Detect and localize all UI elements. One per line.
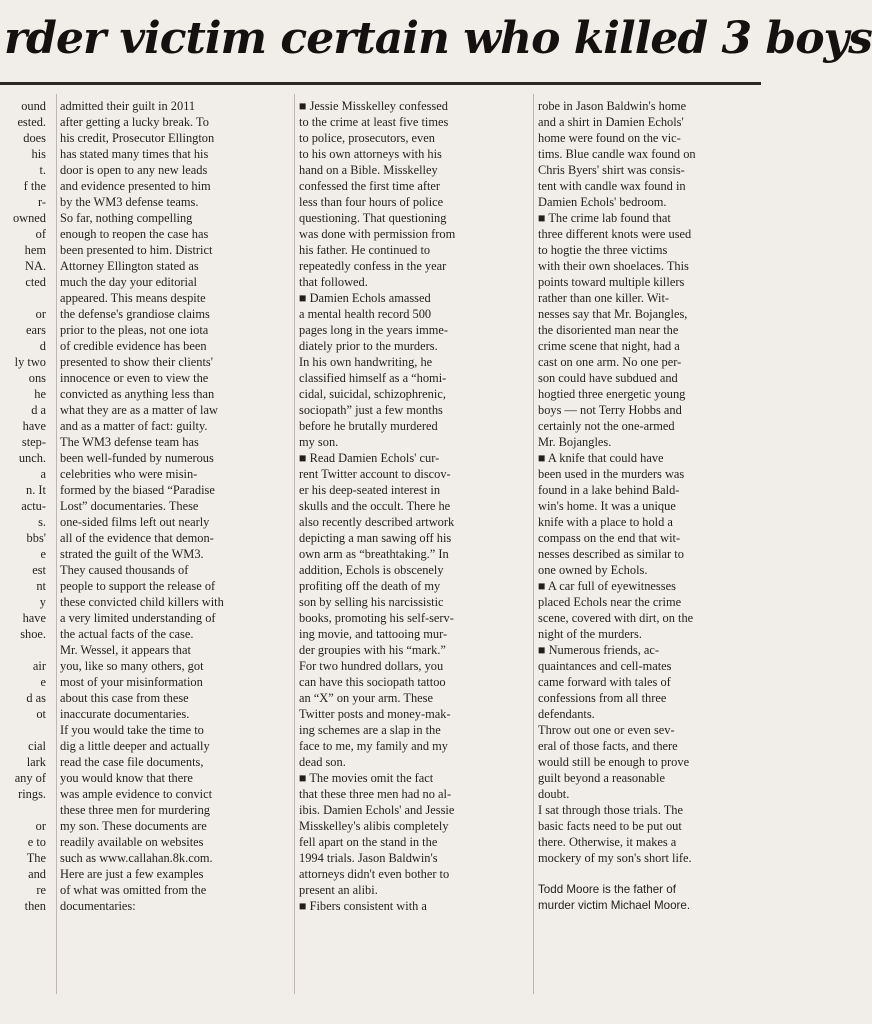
text-line: For two hundred dollars, you [299,659,444,673]
text-line: or [35,307,46,321]
text-line: the disoriented man near the [538,323,679,337]
text-line: have [22,611,46,625]
text-line: Damien Echols' bedroom. [538,195,667,209]
text-line: face to me, my family and my [299,739,448,753]
text-line: repeatedly confess in the year [299,259,447,273]
text-line: defendants. [538,707,595,721]
text-line: classified himself as a “homi- [299,371,447,385]
text-line: murder victim Michael Moore. [538,899,691,912]
text-line: rings. [18,787,46,801]
text-line: ■ Read Damien Echols' cur- [299,451,440,465]
text-line: actu- [21,499,46,513]
text-line: before he brutally murdered [299,419,438,433]
text-line: of [35,227,46,241]
text-line: skulls and the occult. There he [299,499,451,513]
text-line: cial [28,739,46,753]
text-line: was done with permission from [299,227,456,241]
text-line: d [39,339,46,353]
text-line: crime scene that night, had a [538,339,680,353]
text-line: have [22,419,46,433]
text-line: confessed the first time after [299,179,441,193]
text-line: son could have subdued and [538,371,678,385]
text-line: people to support the release of [60,579,216,593]
text-line: you, like so many others, got [60,659,204,673]
text-line: three different knots were used [538,227,692,241]
text-line: der groupies with his “mark.” [299,643,446,657]
text-line: win's home. It was a unique [538,499,676,513]
text-line: and as a matter of fact: guilty. [60,419,208,433]
text-line: these convicted child killers with [60,595,224,609]
text-line: So far, nothing compelling [60,211,193,225]
text-line: he [34,387,46,401]
text-line: also recently described artwork [299,515,455,529]
text-line: e to [27,835,46,849]
text-line: there. Otherwise, it makes a [538,835,677,849]
text-line: cast on one arm. No one per- [538,355,682,369]
text-line: eral of those facts, and there [538,739,678,753]
text-line: shoe. [20,627,46,641]
text-line: an “X” on your arm. These [299,691,433,705]
text-line: scene, covered with dirt, on the [538,611,694,625]
text-line: does [23,131,46,145]
text-line: f the [23,179,46,193]
text-line: basic facts need to be put out [538,819,682,833]
text-line: profiting off the death of my [299,579,441,593]
text-line: such as www.callahan.8k.com. [60,851,213,865]
text-line: dead son. [299,755,346,769]
text-line: presented to show their clients' [60,355,213,369]
text-line: ound [21,99,46,113]
text-line: admitted their guilt in 2011 [60,99,196,113]
text-line: that followed. [299,275,368,289]
text-line: celebrities who were misin- [60,467,198,481]
text-line: ears [26,323,46,337]
text-line: re [36,883,46,897]
text-line: readily available on websites [60,835,204,849]
text-line: s. [38,515,46,529]
text-line: depicting a man sawing off his [299,531,452,545]
text-line: ibis. Damien Echols' and Jessie [299,803,455,817]
text-line: his father. He continued to [299,243,431,257]
text-line: ■ A knife that could have [538,451,664,465]
text-line: and a shirt in Damien Echols' [538,115,684,129]
text-line: to police, prosecutors, even [299,131,435,145]
text-line: ly two [14,355,46,369]
text-line: Mr. Bojangles. [538,435,612,449]
text-line: Twitter posts and money-mak- [299,707,451,721]
text-line: inaccurate documentaries. [60,707,190,721]
text-line: what they are as a matter of law [60,403,218,417]
article-column-4 [538,98,761,914]
text-line: any of [14,771,46,785]
text-line: to hogtie the three victims [538,243,668,257]
text-line: own arm as “breathtaking.” In [299,547,449,561]
text-line: his credit, Prosecutor Ellington [60,131,215,145]
text-line: been presented to him. District [60,243,213,257]
text-line: In his own handwriting, he [299,355,433,369]
article-column-2 [60,98,290,914]
text-line: or [35,819,46,833]
text-line: If you would take the time to [60,723,204,737]
text-line: air [32,659,46,673]
text-line: son by selling his narcissistic [299,595,444,609]
text-line: cted [25,275,46,289]
text-line: documentaries: [60,899,136,913]
headline-rule [0,82,761,85]
text-line: ■ Jessie Misskelley confessed [299,99,448,113]
text-line: that these three men had no al- [299,787,452,801]
text-line: knife with a place to hold a [538,515,673,529]
text-line: mockery of my son's short life. [538,851,692,865]
text-line: was ample evidence to convict [60,787,213,801]
text-line: Attorney Ellington stated as [60,259,199,273]
text-line: has stated many times that his [60,147,209,161]
text-line: books, promoting his self-serv- [299,611,454,625]
text-line: ing schemes are a slap in the [299,723,441,737]
text-line: diately prior to the murders. [299,339,438,353]
text-line: and evidence presented to him [60,179,211,193]
text-line: lark [26,755,46,769]
text-line: attorneys didn't even bother to [299,867,450,881]
text-line: certainly not the one-armed [538,419,675,433]
text-line: after getting a lucky break. To [60,115,209,129]
text-line: ■ Fibers consistent with a [299,899,427,913]
text-line: n. It [26,483,46,497]
text-line: points toward multiple killers [538,275,685,289]
text-line [0,722,50,738]
text-line: Todd Moore is the father of [538,883,676,896]
text-line: strated the guilt of the WM3. [60,547,204,561]
text-line: most of your misinformation [60,675,203,689]
text-line: a very limited understanding of [60,611,216,625]
text-line [0,290,50,306]
column-divider [533,94,534,994]
text-line: I sat through those trials. The [538,803,683,817]
text-line: ot [36,707,46,721]
column-divider [56,94,57,994]
text-line: by the WM3 defense teams. [60,195,199,209]
text-line: my son. These documents are [60,819,207,833]
text-line: with their own shoelaces. This [538,259,689,273]
text-line: can have this sociopath tattoo [299,675,446,689]
text-line: convicted as anything less than [60,387,215,401]
text-line: e [40,675,46,689]
text-line: hand on a Bible. Misskelley [299,163,438,177]
text-line: less than four hours of police [299,195,444,209]
text-line: much the day your editorial [60,275,197,289]
text-line: the defense's grandiose claims [60,307,210,321]
text-line: tims. Blue candle wax found on [538,147,696,161]
text-line: nesses say that Mr. Bojangles, [538,307,688,321]
text-line: The [26,851,46,865]
text-line: placed Echols near the crime [538,595,682,609]
text-line: owned [12,211,46,225]
text-line: step- [21,435,46,449]
text-line: est [32,563,46,577]
text-line: door is open to any new leads [60,163,208,177]
text-line: ing movie, and tattooing mur- [299,627,448,641]
text-line: Here are just a few examples [60,867,204,881]
text-line: present an alibi. [299,883,378,897]
text-line: rent Twitter account to discov- [299,467,451,481]
text-line: all of the evidence that demon- [60,531,214,545]
text-line: The WM3 defense team has [60,435,199,449]
text-line: a mental health record 500 [299,307,432,321]
text-line: ■ A car full of eyewitnesses [538,579,676,593]
text-line: enough to reopen the case has [60,227,209,241]
text-line: to his own attorneys with his [299,147,442,161]
text-line: hem [24,243,46,257]
text-line: e [40,547,46,561]
text-line: his [31,147,46,161]
text-line: my son. [299,435,339,449]
text-line: read the case file documents, [60,755,204,769]
text-line [0,642,50,658]
text-line: hogtied three energetic young [538,387,686,401]
text-line: one owned by Echols. [538,563,648,577]
text-line: d a [31,403,46,417]
text-line: r- [37,195,46,209]
text-line: ■ Numerous friends, ac- [538,643,660,657]
text-line: of credible evidence has been [60,339,207,353]
text-line: ■ The movies omit the fact [299,771,434,785]
text-line: the actual facts of the case. [60,627,194,641]
text-line: these three men for murdering [60,803,211,817]
text-line: pages long in the years imme- [299,323,448,337]
text-line: robe in Jason Baldwin's home [538,99,687,113]
text-line: you would know that there [60,771,193,785]
text-line: found in a lake behind Bald- [538,483,680,497]
text-line: er his deep-seated interest in [299,483,441,497]
text-line: been well-funded by numerous [60,451,214,465]
text-line: questioning. That questioning [299,211,447,225]
column-divider [294,94,295,994]
text-line: addition, Echols is obscenely [299,563,444,577]
text-line: They caused thousands of [60,563,189,577]
text-line: quaintances and cell-mates [538,659,672,673]
text-line: unch. [18,451,46,465]
text-line: nesses described as similar to [538,547,684,561]
text-line: cidal, suicidal, schizophrenic, [299,387,446,401]
text-line: tent with candle wax found in [538,179,686,193]
text-line [538,866,761,882]
text-line: Lost” documentaries. These [60,499,199,513]
text-line: to the crime at least five times [299,115,449,129]
text-line: and [28,867,46,881]
text-line: innocence or even to view the [60,371,209,385]
text-line: ons [28,371,46,385]
text-line: a [40,467,46,481]
text-line: Chris Byers' shirt was consis- [538,163,685,177]
text-line: Misskelley's alibis completely [299,819,449,833]
text-line: nt [36,579,46,593]
text-line: home were found on the vic- [538,131,681,145]
article-column-3 [299,98,529,914]
text-line: sociopath” just a few months [299,403,443,417]
text-line: d as [26,691,46,705]
text-line: about this case from these [60,691,189,705]
text-line: 1994 trials. Jason Baldwin's [299,851,438,865]
text-line: been used in the murders was [538,467,685,481]
text-line: ested. [17,115,46,129]
text-line: rather than one killer. Wit- [538,291,670,305]
text-line: Throw out one or even sev- [538,723,675,737]
text-line: confessions from all three [538,691,667,705]
text-line: appeared. This means despite [60,291,206,305]
text-line: compass on the end that wit- [538,531,681,545]
text-line: ■ The crime lab found that [538,211,671,225]
text-line: then [24,899,46,913]
article-column-1 [0,98,50,914]
text-line: would still be enough to prove [538,755,690,769]
text-line [0,802,50,818]
text-line: t. [39,163,46,177]
text-line: formed by the biased “Paradise [60,483,215,497]
text-line: prior to the pleas, not one iota [60,323,209,337]
text-line: one-sided films left out nearly [60,515,210,529]
text-line: bbs' [26,531,46,545]
text-line: doubt. [538,787,570,801]
text-line: ■ Damien Echols amassed [299,291,431,305]
text-line: fell apart on the stand in the [299,835,438,849]
text-line: dig a little deeper and actually [60,739,210,753]
text-line: Mr. Wessel, it appears that [60,643,191,657]
text-line: came forward with tales of [538,675,671,689]
headline: rder victim certain who killed 3 boys [4,13,872,64]
text-line: NA. [25,259,46,273]
text-line: boys — not Terry Hobbs and [538,403,682,417]
text-line: y [39,595,46,609]
text-line: guilt beyond a reasonable [538,771,665,785]
text-line: night of the murders. [538,627,642,641]
text-line: of what was omitted from the [60,883,207,897]
